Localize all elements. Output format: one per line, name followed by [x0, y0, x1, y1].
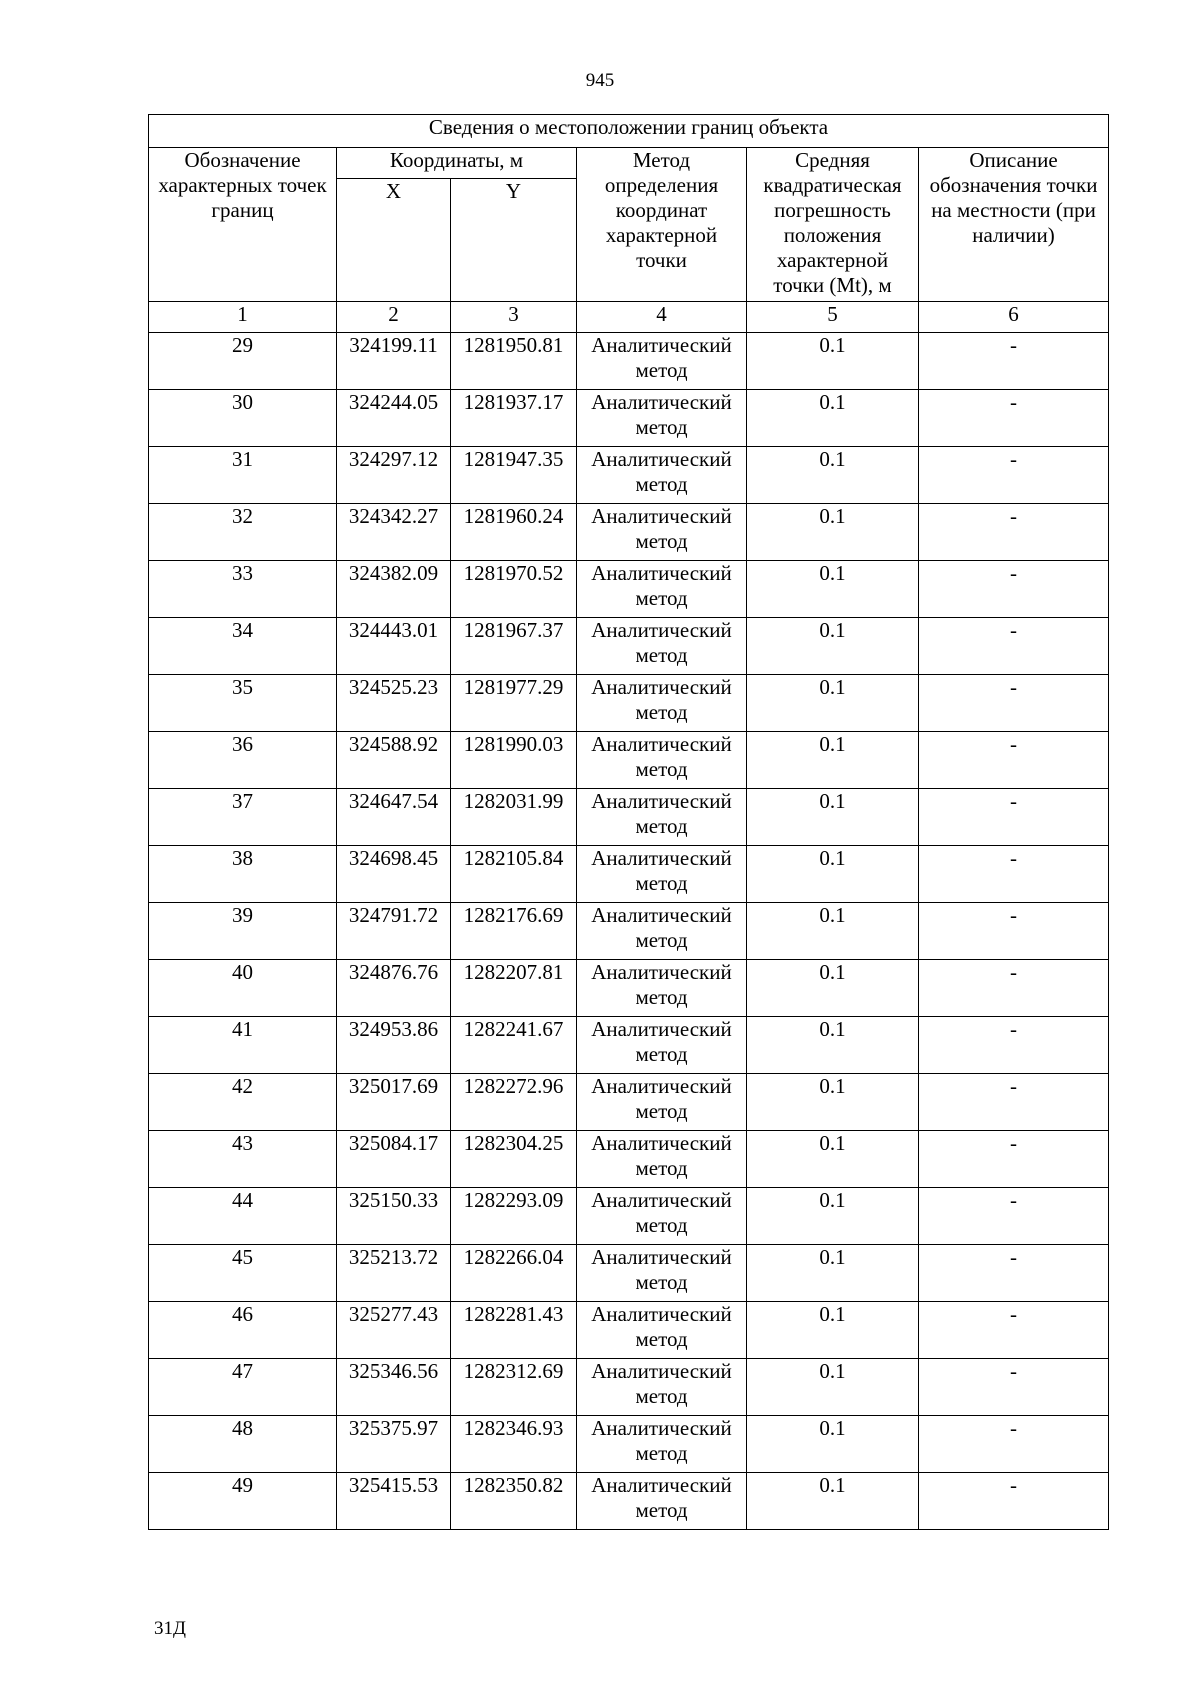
- cell-y: 1282304.25: [451, 1131, 577, 1188]
- cell-description: -: [919, 789, 1109, 846]
- cell-y: 1282031.99: [451, 789, 577, 846]
- table-row: [149, 1302, 1109, 1359]
- table-row: [149, 1131, 1109, 1188]
- table-row: [149, 675, 1109, 732]
- cell-method: Аналитический метод: [577, 1074, 747, 1131]
- cell-point: 48: [149, 1416, 337, 1473]
- cell-method: Аналитический метод: [577, 960, 747, 1017]
- cell-error: 0.1: [747, 390, 919, 447]
- page-number: 945: [585, 70, 615, 91]
- cell-x: 324443.01: [337, 618, 451, 675]
- table-row: [149, 333, 1109, 390]
- cell-point: 43: [149, 1131, 337, 1188]
- boundary-coordinates-table: [148, 114, 1109, 1530]
- cell-error: 0.1: [747, 333, 919, 390]
- cell-method: Аналитический метод: [577, 1359, 747, 1416]
- header-description: Описание обозначения точки на местности (при наличии): [919, 148, 1109, 302]
- cell-y: 1281950.81: [451, 333, 577, 390]
- cell-x: 324791.72: [337, 903, 451, 960]
- cell-error: 0.1: [747, 732, 919, 789]
- cell-x: 325277.43: [337, 1302, 451, 1359]
- cell-error: 0.1: [747, 1074, 919, 1131]
- cell-y: 1282281.43: [451, 1302, 577, 1359]
- cell-point: 44: [149, 1188, 337, 1245]
- cell-error: 0.1: [747, 1131, 919, 1188]
- cell-method: Аналитический метод: [577, 732, 747, 789]
- cell-method: Аналитический метод: [577, 561, 747, 618]
- cell-description: -: [919, 333, 1109, 390]
- cell-x: 324297.12: [337, 447, 451, 504]
- cell-method: Аналитический метод: [577, 789, 747, 846]
- cell-description: -: [919, 903, 1109, 960]
- cell-x: 325150.33: [337, 1188, 451, 1245]
- cell-point: 32: [149, 504, 337, 561]
- cell-description: -: [919, 1473, 1109, 1530]
- cell-method: Аналитический метод: [577, 504, 747, 561]
- cell-method: Аналитический метод: [577, 1473, 747, 1530]
- cell-x: 325346.56: [337, 1359, 451, 1416]
- cell-description: -: [919, 561, 1109, 618]
- cell-description: -: [919, 1416, 1109, 1473]
- table-row: [149, 1473, 1109, 1530]
- cell-description: -: [919, 1188, 1109, 1245]
- cell-y: 1281947.35: [451, 447, 577, 504]
- cell-x: 324876.76: [337, 960, 451, 1017]
- cell-x: 324525.23: [337, 675, 451, 732]
- cell-y: 1282176.69: [451, 903, 577, 960]
- cell-x: 325017.69: [337, 1074, 451, 1131]
- cell-point: 35: [149, 675, 337, 732]
- cell-description: -: [919, 675, 1109, 732]
- cell-y: 1281960.24: [451, 504, 577, 561]
- cell-y: 1281990.03: [451, 732, 577, 789]
- column-number-row: [149, 302, 1109, 333]
- cell-point: 29: [149, 333, 337, 390]
- cell-method: Аналитический метод: [577, 1245, 747, 1302]
- cell-method: Аналитический метод: [577, 1017, 747, 1074]
- table-row: [149, 1017, 1109, 1074]
- cell-description: -: [919, 1302, 1109, 1359]
- cell-y: 1282350.82: [451, 1473, 577, 1530]
- cell-x: 324342.27: [337, 504, 451, 561]
- cell-y: 1282312.69: [451, 1359, 577, 1416]
- cell-y: 1281970.52: [451, 561, 577, 618]
- cell-x: 324588.92: [337, 732, 451, 789]
- cell-error: 0.1: [747, 1017, 919, 1074]
- table-row: [149, 1245, 1109, 1302]
- header-error: Средняя квадратическая погрешность положения характерной точки (Mt), м: [747, 148, 919, 302]
- cell-y: 1282266.04: [451, 1245, 577, 1302]
- cell-error: 0.1: [747, 1416, 919, 1473]
- table-row: [149, 447, 1109, 504]
- table-row: [149, 732, 1109, 789]
- table-row: [149, 846, 1109, 903]
- cell-point: 37: [149, 789, 337, 846]
- cell-description: -: [919, 1017, 1109, 1074]
- cell-error: 0.1: [747, 1188, 919, 1245]
- cell-method: Аналитический метод: [577, 390, 747, 447]
- cell-point: 39: [149, 903, 337, 960]
- cell-error: 0.1: [747, 960, 919, 1017]
- table-row: [149, 903, 1109, 960]
- cell-description: -: [919, 1359, 1109, 1416]
- cell-point: 31: [149, 447, 337, 504]
- cell-method: Аналитический метод: [577, 1188, 747, 1245]
- table-row: [149, 1416, 1109, 1473]
- cell-description: -: [919, 1245, 1109, 1302]
- cell-x: 324647.54: [337, 789, 451, 846]
- header-coords: Координаты, м: [337, 148, 577, 179]
- cell-x: 324953.86: [337, 1017, 451, 1074]
- cell-method: Аналитический метод: [577, 447, 747, 504]
- cell-point: 42: [149, 1074, 337, 1131]
- header-x: X: [337, 179, 451, 302]
- cell-error: 0.1: [747, 561, 919, 618]
- table-title: Сведения о местоположении границ объекта: [149, 115, 1109, 148]
- column-number: 2: [337, 302, 451, 333]
- cell-point: 47: [149, 1359, 337, 1416]
- column-number: 4: [577, 302, 747, 333]
- cell-x: 324382.09: [337, 561, 451, 618]
- footer-code: 31Д: [154, 1618, 186, 1639]
- cell-description: -: [919, 732, 1109, 789]
- cell-y: 1282346.93: [451, 1416, 577, 1473]
- cell-description: -: [919, 1131, 1109, 1188]
- cell-point: 30: [149, 390, 337, 447]
- cell-point: 34: [149, 618, 337, 675]
- table-row: [149, 390, 1109, 447]
- cell-error: 0.1: [747, 618, 919, 675]
- cell-error: 0.1: [747, 504, 919, 561]
- cell-point: 40: [149, 960, 337, 1017]
- cell-method: Аналитический метод: [577, 333, 747, 390]
- cell-point: 46: [149, 1302, 337, 1359]
- cell-error: 0.1: [747, 675, 919, 732]
- cell-method: Аналитический метод: [577, 1131, 747, 1188]
- cell-description: -: [919, 846, 1109, 903]
- cell-method: Аналитический метод: [577, 1302, 747, 1359]
- cell-x: 324244.05: [337, 390, 451, 447]
- header-row: [149, 148, 1109, 179]
- table-row: [149, 1188, 1109, 1245]
- cell-error: 0.1: [747, 903, 919, 960]
- cell-error: 0.1: [747, 1359, 919, 1416]
- cell-y: 1281977.29: [451, 675, 577, 732]
- cell-y: 1281937.17: [451, 390, 577, 447]
- column-number: 6: [919, 302, 1109, 333]
- cell-y: 1282293.09: [451, 1188, 577, 1245]
- cell-y: 1282207.81: [451, 960, 577, 1017]
- cell-method: Аналитический метод: [577, 618, 747, 675]
- cell-point: 41: [149, 1017, 337, 1074]
- table-row: [149, 1074, 1109, 1131]
- cell-point: 33: [149, 561, 337, 618]
- header-y: Y: [451, 179, 577, 302]
- cell-error: 0.1: [747, 789, 919, 846]
- cell-point: 45: [149, 1245, 337, 1302]
- table-title-row: [149, 115, 1109, 148]
- cell-description: -: [919, 960, 1109, 1017]
- table-row: [149, 789, 1109, 846]
- column-number: 1: [149, 302, 337, 333]
- cell-point: 49: [149, 1473, 337, 1530]
- cell-x: 325213.72: [337, 1245, 451, 1302]
- cell-point: 38: [149, 846, 337, 903]
- cell-x: 324698.45: [337, 846, 451, 903]
- cell-description: -: [919, 504, 1109, 561]
- cell-y: 1282272.96: [451, 1074, 577, 1131]
- table-row: [149, 960, 1109, 1017]
- cell-x: 325415.53: [337, 1473, 451, 1530]
- cell-y: 1282105.84: [451, 846, 577, 903]
- cell-method: Аналитический метод: [577, 846, 747, 903]
- cell-error: 0.1: [747, 1302, 919, 1359]
- table-row: [149, 618, 1109, 675]
- cell-point: 36: [149, 732, 337, 789]
- table-row: [149, 1359, 1109, 1416]
- cell-error: 0.1: [747, 1245, 919, 1302]
- cell-description: -: [919, 447, 1109, 504]
- cell-y: 1282241.67: [451, 1017, 577, 1074]
- table-row: [149, 504, 1109, 561]
- header-point: Обозначение характерных точек границ: [149, 148, 337, 302]
- cell-method: Аналитический метод: [577, 903, 747, 960]
- table-row: [149, 561, 1109, 618]
- cell-error: 0.1: [747, 846, 919, 903]
- column-number: 3: [451, 302, 577, 333]
- cell-description: -: [919, 618, 1109, 675]
- cell-y: 1281967.37: [451, 618, 577, 675]
- cell-error: 0.1: [747, 1473, 919, 1530]
- cell-x: 325375.97: [337, 1416, 451, 1473]
- cell-method: Аналитический метод: [577, 1416, 747, 1473]
- cell-description: -: [919, 390, 1109, 447]
- column-number: 5: [747, 302, 919, 333]
- cell-x: 324199.11: [337, 333, 451, 390]
- header-method: Метод определения координат характерной точки: [577, 148, 747, 302]
- cell-error: 0.1: [747, 447, 919, 504]
- cell-description: -: [919, 1074, 1109, 1131]
- cell-x: 325084.17: [337, 1131, 451, 1188]
- cell-method: Аналитический метод: [577, 675, 747, 732]
